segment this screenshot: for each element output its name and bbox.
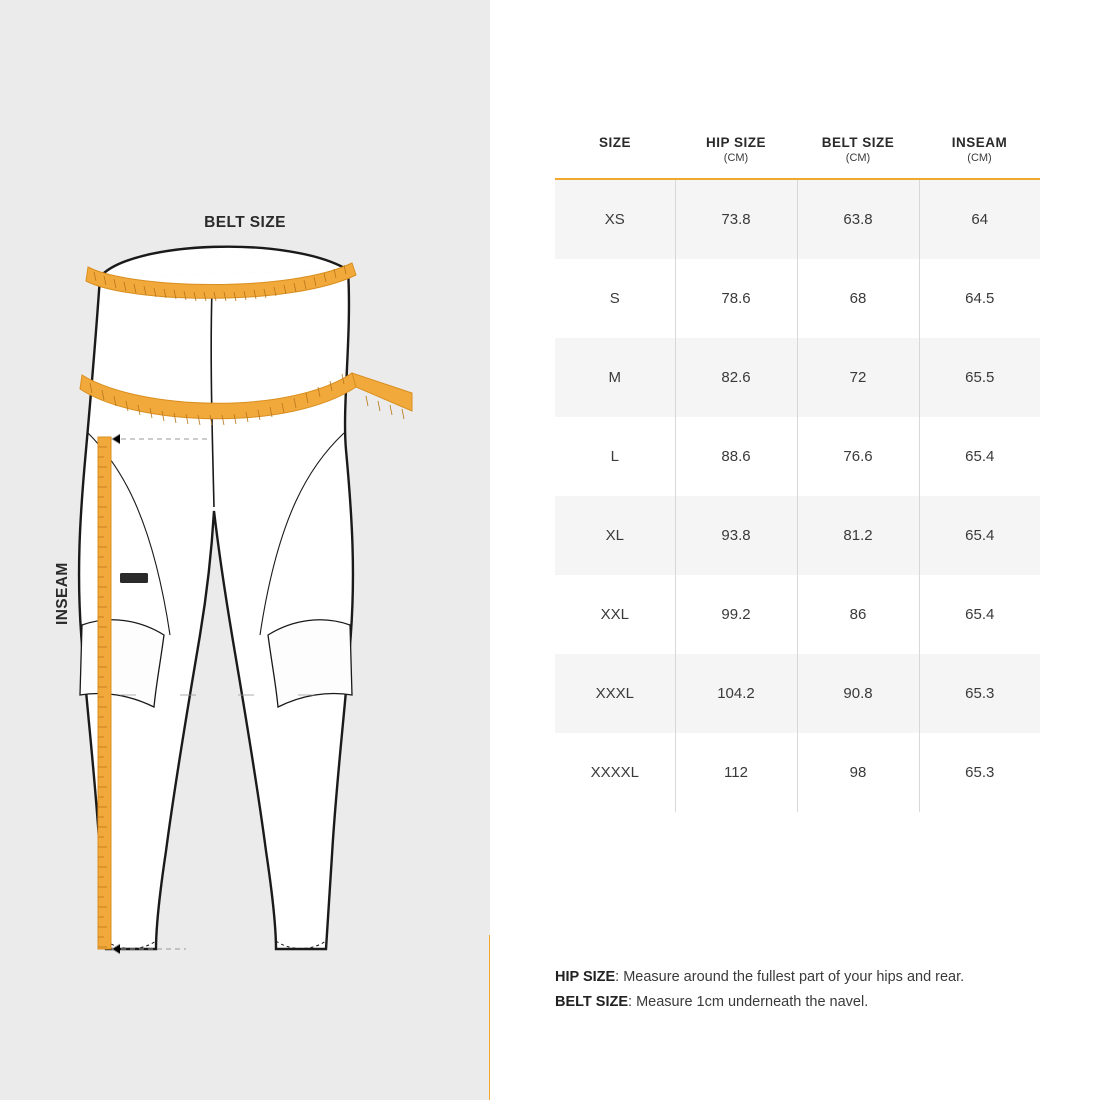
note-belt-lead: BELT SIZE — [555, 994, 629, 1011]
column-header-hip — [675, 135, 797, 179]
column-header-size — [555, 135, 675, 179]
table-row — [555, 259, 1040, 338]
cell-hip: 88.6 — [675, 417, 797, 496]
column-header-belt-label: BELT SIZE — [821, 135, 895, 150]
table-row — [555, 338, 1040, 417]
measurements-panel — [490, 0, 1100, 1100]
column-header-hip-unit: (CM) — [723, 152, 749, 164]
cell-inseam: 65.5 — [919, 338, 1040, 417]
cell-belt: 86 — [797, 575, 919, 654]
cell-belt: 72 — [797, 338, 919, 417]
belt-size-callout: BELT SIZE — [204, 214, 286, 231]
cell-belt: 98 — [797, 733, 919, 812]
column-header-belt-unit: (CM) — [845, 152, 871, 164]
table-header-row — [555, 135, 1040, 179]
cell-belt: 68 — [797, 259, 919, 338]
cell-hip: 93.8 — [675, 496, 797, 575]
brand-tag — [120, 573, 148, 583]
cell-hip: 104.2 — [675, 654, 797, 733]
column-header-inseam — [919, 135, 1040, 179]
table-row — [555, 496, 1040, 575]
table-row — [555, 654, 1040, 733]
table-row — [555, 179, 1040, 259]
measurement-notes — [555, 965, 1055, 1016]
table-row — [555, 417, 1040, 496]
cell-belt: 76.6 — [797, 417, 919, 496]
note-belt — [555, 990, 1055, 1015]
tights-illustration — [60, 215, 440, 975]
column-header-hip-label: HIP SIZE — [705, 135, 767, 150]
illustration-panel — [0, 0, 490, 1100]
cell-size: XXL — [600, 606, 629, 623]
column-header-size-label: SIZE — [598, 135, 631, 150]
note-hip-text: : Measure around the fullest part of your hips and rear. — [615, 969, 965, 985]
cell-hip: 112 — [675, 733, 797, 812]
cell-belt: 90.8 — [797, 654, 919, 733]
inseam-callout: INSEAM — [54, 562, 71, 625]
table-row — [555, 575, 1040, 654]
table-row — [555, 733, 1040, 812]
cell-inseam: 64.5 — [919, 259, 1040, 338]
cell-inseam: 65.4 — [919, 417, 1040, 496]
cell-hip: 82.6 — [675, 338, 797, 417]
cell-hip: 99.2 — [675, 575, 797, 654]
column-header-belt — [797, 135, 919, 179]
note-hip — [555, 965, 1055, 990]
cell-size: S — [609, 290, 620, 307]
cell-inseam: 65.3 — [919, 733, 1040, 812]
note-hip-lead: HIP SIZE — [555, 969, 616, 985]
cell-size: M — [555, 338, 675, 417]
cell-inseam: 64 — [919, 179, 1040, 259]
note-belt-text: : Measure 1cm underneath the navel. — [628, 994, 869, 1011]
cell-hip: 78.6 — [675, 259, 797, 338]
column-header-inseam-unit: (CM) — [967, 152, 992, 164]
cell-hip: 73.8 — [675, 179, 797, 259]
cell-inseam: 65.4 — [919, 575, 1040, 654]
cell-size: XXXXL — [590, 764, 639, 781]
cell-inseam: 65.4 — [919, 496, 1040, 575]
size-table — [555, 135, 1040, 812]
inseam-measure-tape — [98, 437, 111, 949]
cell-inseam: 65.3 — [919, 654, 1040, 733]
cell-size: XL — [555, 496, 675, 575]
cell-size: XXXL — [555, 654, 675, 733]
column-header-inseam-label: INSEAM — [951, 135, 1008, 150]
cell-belt: 81.2 — [797, 496, 919, 575]
cell-belt: 63.8 — [797, 179, 919, 259]
cell-size: XS — [555, 179, 675, 259]
cell-size: L — [610, 448, 619, 465]
